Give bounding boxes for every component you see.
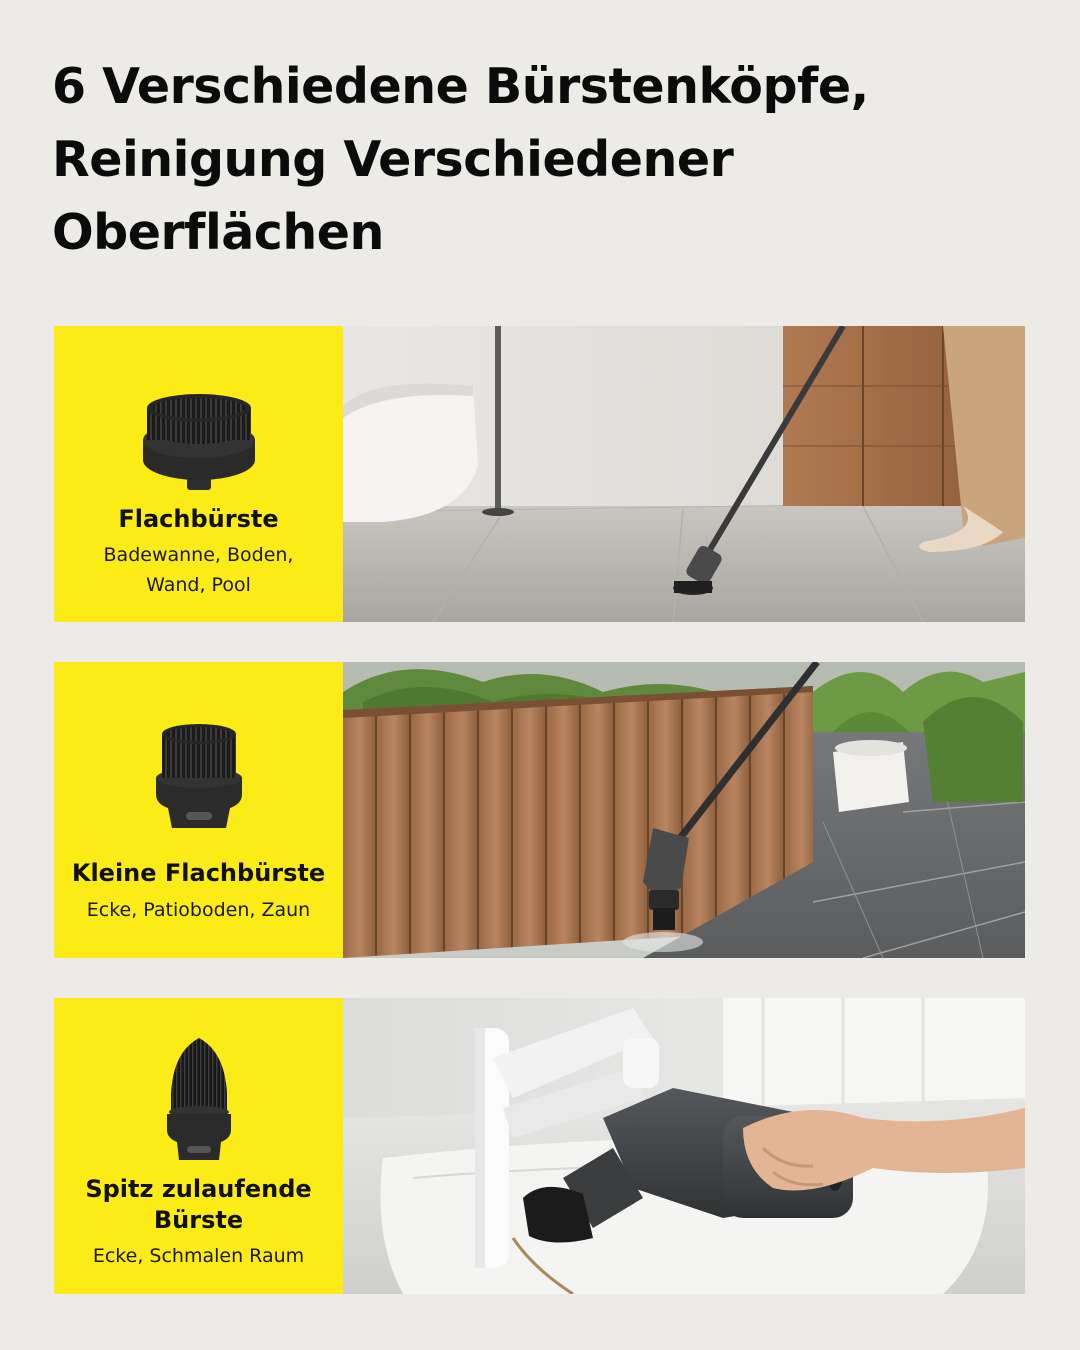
- small-flat-brush-icon: [54, 720, 343, 836]
- brush-title-line-2: Bürste: [153, 1206, 244, 1234]
- brush-title: [54, 1174, 343, 1236]
- page-headline: [52, 50, 1042, 269]
- brush-info-card: [54, 662, 343, 958]
- brush-title: Kleine Flachbürste: [71, 859, 326, 887]
- brush-info-card: [54, 998, 343, 1294]
- brush-uses: [54, 1241, 343, 1271]
- brush-uses-line-1: Ecke, Schmalen Raum: [92, 1245, 305, 1267]
- headline-line-2: Reinigung Verschiedener: [52, 131, 734, 188]
- brush-uses: [54, 895, 343, 925]
- patio-planter-scene: [343, 662, 1025, 958]
- brush-uses-line-1: Badewanne, Boden,: [103, 544, 294, 566]
- brush-info-card: [54, 326, 343, 622]
- brush-panel-small-flat: [54, 662, 1025, 958]
- bathroom-floor-scene: [343, 326, 1025, 622]
- brush-panel-cone: [54, 998, 1025, 1294]
- brush-uses-line-1: Ecke, Patioboden, Zaun: [86, 899, 311, 921]
- sink-faucet-scene: [343, 998, 1025, 1294]
- brush-panel-flat: [54, 326, 1025, 622]
- cone-brush-icon: [54, 1034, 343, 1164]
- headline-line-1: 6 Verschiedene Bürstenköpfe,: [52, 58, 869, 115]
- brush-title-line-1: Spitz zulaufende: [85, 1175, 312, 1203]
- brush-uses: [54, 540, 343, 600]
- brush-uses-line-2: Wand, Pool: [146, 574, 251, 596]
- brush-title: Flachbürste: [118, 505, 279, 533]
- flat-round-brush-icon: [54, 388, 343, 498]
- headline-line-3: Oberflächen: [52, 204, 384, 261]
